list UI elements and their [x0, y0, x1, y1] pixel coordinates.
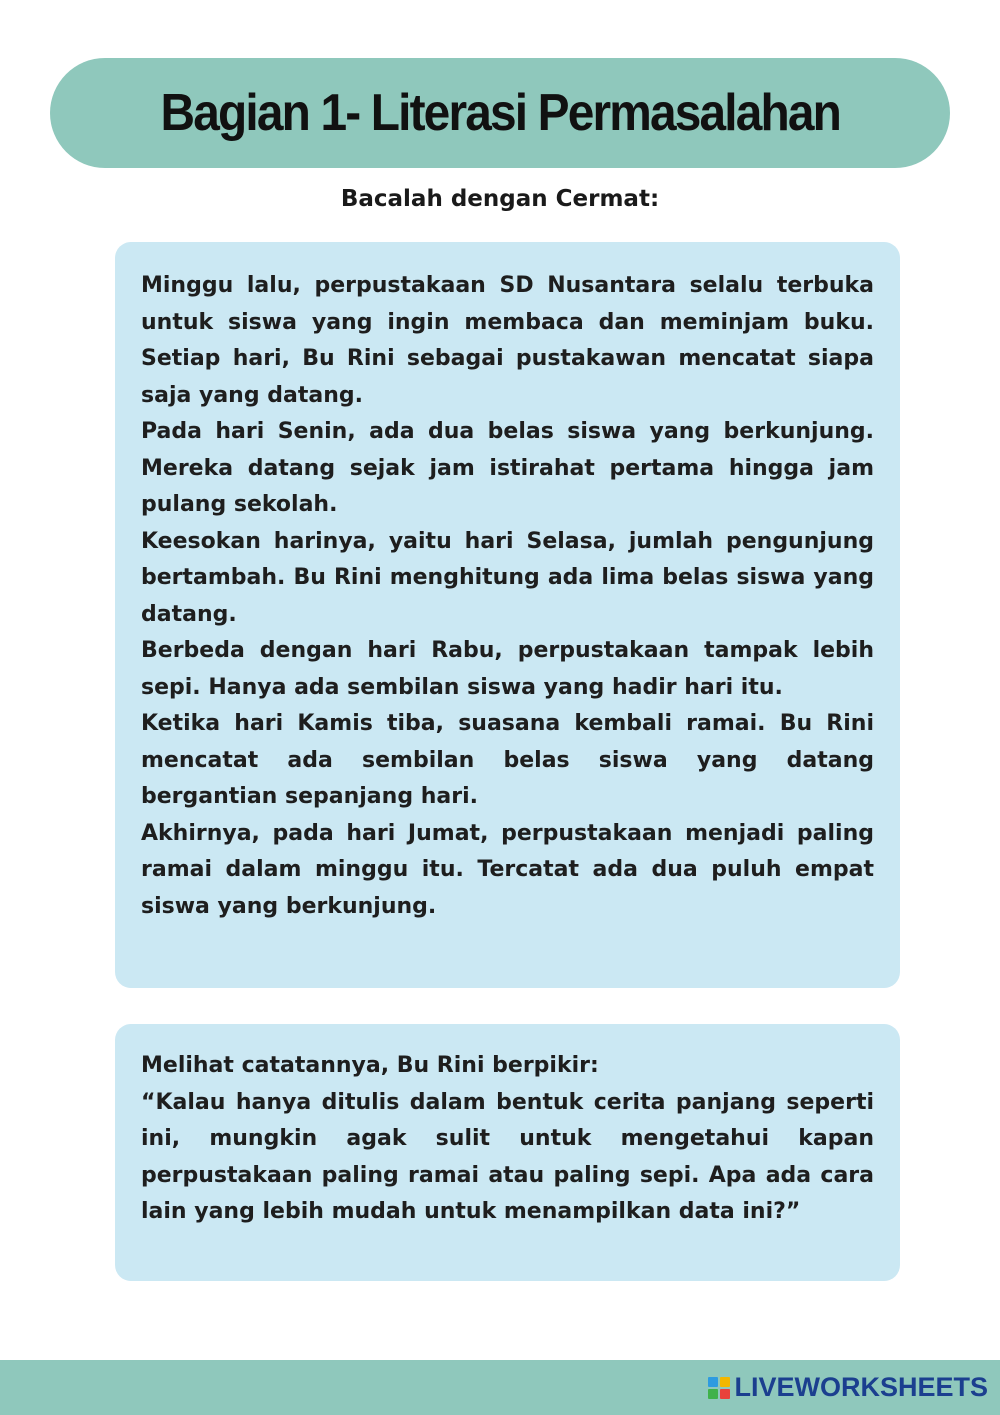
logo-square-icon — [708, 1377, 718, 1387]
reflection-intro: Melihat catatannya, Bu Rini berpikir: — [141, 1053, 599, 1078]
story-paragraph: Akhirnya, pada hari Jumat, perpustakaan menjadi paling ramai dalam minggu itu. Tercatat ada dua puluh empat siswa yang berkunjung. — [141, 820, 874, 919]
page-title: Bagian 1- Literasi Permasalahan — [160, 84, 840, 142]
logo-square-icon — [708, 1389, 718, 1399]
story-paragraph: Keesokan harinya, yaitu hari Selasa, jumlah pengunjung bertambah. Bu Rini menghitung ada lima belas siswa yang datang. — [141, 528, 874, 627]
story-paragraph: Ketika hari Kamis tiba, suasana kembali ramai. Bu Rini mencatat ada sembilan belas siswa yang datang bergantian sepanjang hari. — [141, 711, 874, 809]
logo-square-icon — [720, 1377, 730, 1387]
story-box — [115, 242, 900, 988]
story-paragraph: Pada hari Senin, ada dua belas siswa yang berkunjung. Mereka datang sejak jam istirahat pertama hingga jam pulang sekolah. — [141, 419, 874, 517]
title-banner — [50, 58, 950, 168]
logo-square-icon — [720, 1389, 730, 1399]
footer-bar — [0, 1360, 1000, 1415]
story-paragraph: Berbeda dengan hari Rabu, perpustakaan tampak lebih sepi. Hanya ada sembilan siswa yang hadir hari itu. — [141, 638, 874, 700]
reading-instruction: Bacalah dengan Cermat: — [340, 186, 660, 212]
reflection-box — [115, 1024, 900, 1281]
liveworksheets-logo-icon — [708, 1377, 730, 1399]
liveworksheets-logo[interactable] — [708, 1372, 988, 1403]
liveworksheets-brand-text: LIVEWORKSHEETS — [734, 1372, 988, 1402]
reflection-quote: “Kalau hanya ditulis dalam bentuk cerita panjang seperti ini, mungkin agak sulit untuk mengetahui kapan perpustakaan paling ramai atau paling sepi. Apa ada cara lain yang lebih mudah untuk menampilkan data ini?” — [141, 1089, 874, 1224]
story-paragraph: Minggu lalu, perpustakaan SD Nusantara selalu terbuka untuk siswa yang ingin membaca dan meminjam buku. Setiap hari, Bu Rini sebagai pustakawan mencatat siapa saja yang datang. — [141, 273, 874, 408]
